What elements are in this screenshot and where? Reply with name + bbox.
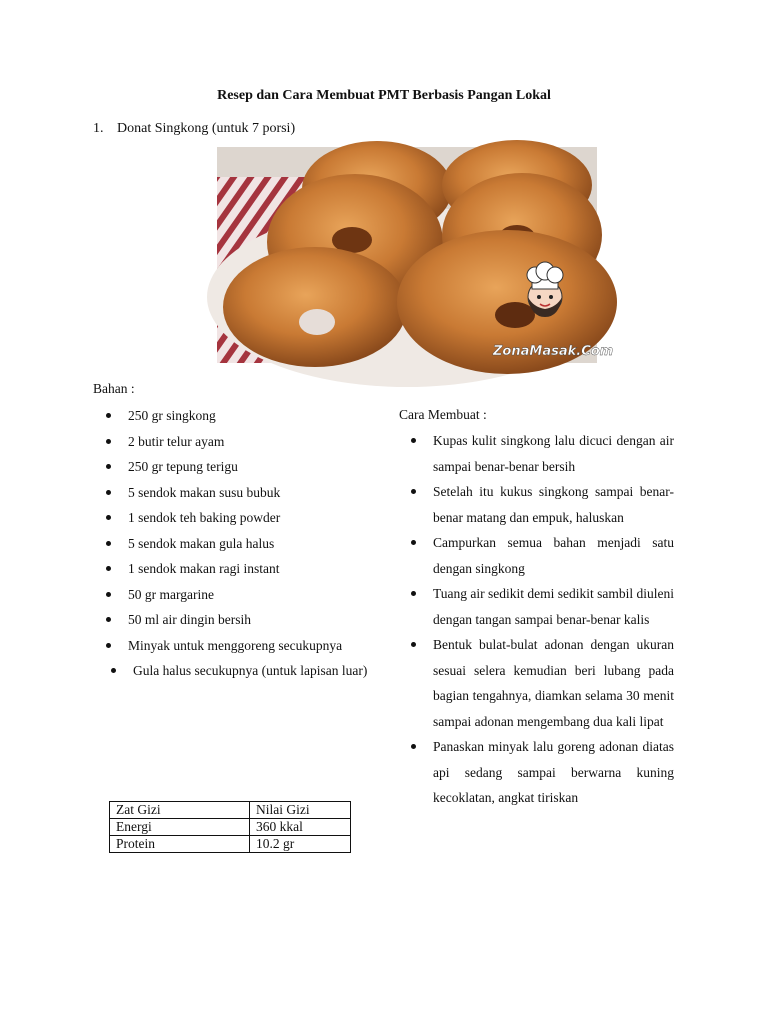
bahan-label: Bahan : (93, 381, 135, 396)
table-header-row (110, 802, 351, 819)
bullet-icon (411, 540, 416, 545)
donut-photo (217, 147, 614, 363)
list-item: 2 butir telur ayam (128, 429, 369, 455)
bullet-icon (106, 643, 111, 648)
recipe-name: Donat Singkong (untuk 7 porsi) (117, 121, 296, 136)
list-item: 1 sendok makan ragi instant (128, 556, 369, 582)
list-item: 250 gr tepung terigu (128, 454, 369, 480)
bullet-icon (106, 413, 111, 418)
step-item: Setelah itu kukus singkong sampai benar-benar matang dan empuk, haluskan (433, 479, 674, 530)
table-cell: Energi (110, 819, 250, 836)
list-item: 50 gr margarine (128, 582, 369, 608)
document-title: Resep dan Cara Membuat PMT Berbasis Pangan Lokal (217, 88, 551, 103)
list-item: 1 sendok teh baking powder (128, 505, 369, 531)
table-row (110, 836, 351, 853)
bullet-icon (106, 566, 111, 571)
bullet-icon (411, 489, 416, 494)
bullet-icon (106, 617, 111, 622)
list-item: 5 sendok makan gula halus (128, 531, 369, 557)
step-item: Tuang air sedikit demi sedikit sambil diuleni dengan tangan sampai benar-benar kalis (433, 581, 674, 632)
step-item: Kupas kulit singkong lalu dicuci dengan air sampai benar-benar bersih (433, 428, 674, 479)
table-header-cell: Zat Gizi (110, 802, 250, 819)
bullet-icon (111, 668, 116, 673)
bullet-icon (106, 515, 111, 520)
bullet-icon (411, 591, 416, 596)
list-item: Gula halus secukupnya (untuk lapisan luar) (128, 658, 369, 684)
bullet-icon (411, 642, 416, 647)
bullet-icon (106, 464, 111, 469)
list-item: 5 sendok makan susu bubuk (128, 480, 369, 506)
bullet-icon (106, 439, 111, 444)
table-cell: Protein (110, 836, 250, 853)
bullet-icon (106, 490, 111, 495)
bahan-list (128, 403, 369, 684)
bullet-icon (411, 744, 416, 749)
list-item: Minyak untuk menggoreng secukupnya (128, 633, 369, 659)
recipe-heading (93, 121, 295, 137)
cara-list (433, 428, 674, 811)
list-item: 50 ml air dingin bersih (128, 607, 369, 633)
table-cell: 360 kkal (250, 819, 351, 836)
table-row (110, 819, 351, 836)
step-item: Bentuk bulat-bulat adonan dengan ukuran sesuai selera kemudian beri lubang pada bagian tengahnya, diamkan selama 30 menit sampai adonan mengembang dua kali lipat (433, 632, 674, 734)
table-header-cell: Nilai Gizi (250, 802, 351, 819)
bullet-icon (106, 592, 111, 597)
table-cell: 10.2 gr (250, 836, 351, 853)
step-item: Panaskan minyak lalu goreng adonan diatas api sedang sampai berwarna kuning kecoklatan, angkat tiriskan (433, 734, 674, 811)
step-item: Campurkan semua bahan menjadi satu dengan singkong (433, 530, 674, 581)
nutrition-table (109, 801, 351, 853)
watermark-text: ZonaMasak.Com (493, 344, 614, 359)
list-item: 250 gr singkong (128, 403, 369, 429)
bullet-icon (106, 541, 111, 546)
recipe-number: 1. (93, 121, 104, 136)
bullet-icon (411, 438, 416, 443)
cara-label: Cara Membuat : (399, 407, 487, 422)
chef-icon (527, 262, 563, 317)
